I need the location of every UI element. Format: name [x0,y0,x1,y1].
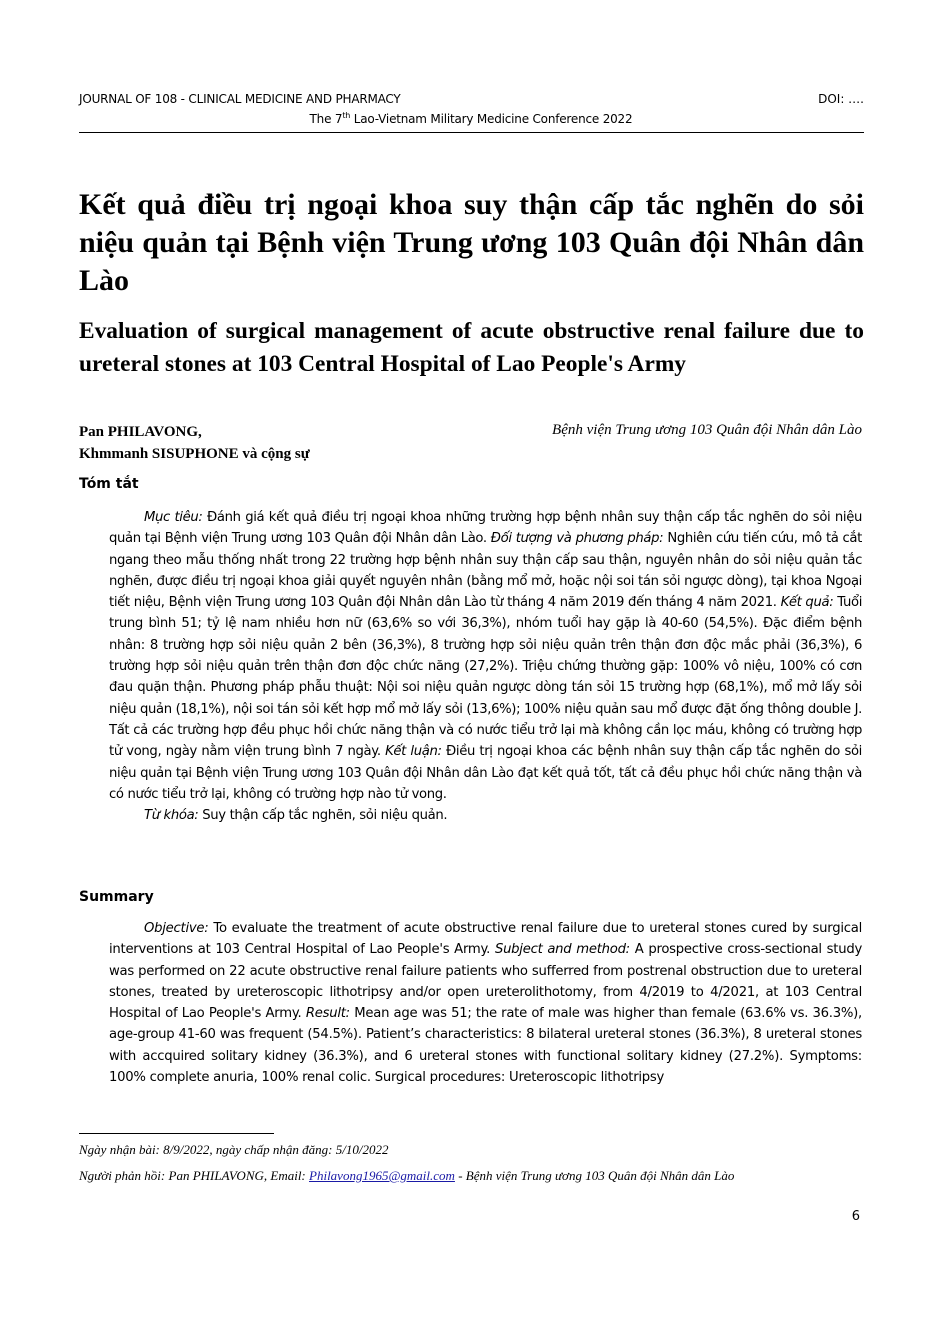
header-rule [79,132,864,133]
label-result: Result: [305,1006,350,1022]
label-subject-method: Subject and method: [494,942,630,958]
conference-text-pre: The 7 [309,112,343,126]
label-muc-tieu: Mục tiêu: [144,510,203,525]
page-number: 6 [851,1209,860,1224]
label-ket-luan: Kết luận: [385,744,442,760]
heading-summary: Summary [79,889,154,905]
footnote-rule [79,1133,274,1134]
conference-text-post: Lao-Vietnam Military Medicine Conference 2022 [350,112,633,126]
label-objective: Objective: [144,921,209,936]
authors-block [79,421,310,465]
heading-tom-tat: Tóm tắt [79,476,139,492]
label-tu-khoa: Từ khóa: [144,808,199,824]
author-line-2: Khmmanh SISUPHONE và cộng sự [79,446,310,462]
title-vietnamese: Kết quả điều trị ngoại khoa suy thận cấp tắc nghẽn do sỏi niệu quản tại Bệnh viện Trung ương 103 Quân đội Nhân dân Lào [79,188,864,297]
affiliation: Bệnh viện Trung ương 103 Quân đội Nhân dân Lào [552,422,862,438]
text-objective: To evaluate the treatment of acute obstructive renal failure due to ureteral stones cured by surgical interventions at 103 Central Hospital of Lao People's Army. [109,921,862,958]
text-ket-luan: Điều trị ngoại khoa các bệnh nhân suy thận cấp tắc nghẽn do sỏi niệu quản tại Bệnh viện Trung ương 103 Quân đội Nhân dân Lào đạt kết quả tốt, tất cả đều phục hồi chức năng thận và có nước tiểu trở lại, không có trường hợp nào tử vong. [109,744,862,802]
keywords-vi [109,805,862,826]
text-tu-khoa: Suy thận cấp tắc nghẽn, sỏi niệu quản. [198,808,448,824]
text-muc-tieu: Đánh giá kết quả điều trị ngoại khoa những trường hợp bệnh nhân suy thận cấp tắc nghẽn do sỏi niệu quản tại Bệnh viện Trung ương 103 Quân đội Nhân dân Lào. [109,510,862,547]
text-doi-tuong: Nghiên cứu tiến cứu, mô tả cắt ngang theo mẫu thống nhất trong 22 trường hợp bệnh nhân suy thận cấp sau thận, nguyên nhân do sỏi niệu quản tắc nghẽn, được điều trị ngoại khoa giải quyết nguyên nhân (bằng mổ mở, hoặc nội soi tán sỏi ngược dòng), tại khoa Ngoại tiết niệu, Bệnh viện Trung ương 103 Quân đội Nhân dân Lào từ tháng 4 năm 2019 đến tháng 4 năm 2021. [109,531,862,611]
footnote-corr-post: - Bệnh viện Trung ương 103 Quân đội Nhân dân Lào [454,1168,735,1183]
footnote-received: Ngày nhận bài: 8/9/2022, ngày chấp nhận đăng: 5/10/2022 [79,1142,389,1157]
text-result: Mean age was 51; the rate of male was higher than female (63.6% vs. 36.3%), age-group 41-60 was frequent (54.5%). Patient’s characteristics: 8 bilateral ureteral stones (36.3%), 8 ureteral stones with accquired solitary kidney (36.3%), and 6 ureteral stones with functional solitary kidney (27.2%). Symptoms: 100% complete anuria, 100% renal colic. Surgical procedures: Ureteroscopic lithotripsy [109,1006,862,1086]
email-link[interactable]: Philavong1965@gmail.com [309,1168,455,1183]
abstract-vietnamese [109,507,862,826]
footnote-corr-pre: Người phản hồi: Pan PHILAVONG, Email: [79,1168,310,1183]
abstract-english [109,918,862,1112]
text-ket-qua: Tuổi trung bình 51; tỷ lệ nam nhiều hơn nữ (63,6% so với 36,3%), nhóm tuổi hay gặp là 40-60 (54,5%). Đặc điểm bệnh nhân: 8 trường hợp sỏi niệu quản 2 bên (36,3%), 8 trường hợp sỏi niệu quản trên thận đơn độc mắc phải (36,3%), 6 trường hợp sỏi niệu quản trên thận đơn độc chức năng (27,2%). Triệu chứng thường gặp: 100% vô niệu, 100% có cơn đau quặn thận. Phương pháp phẫu thuật: Nội soi niệu quản ngược dòng tán sỏi 15 trường hợp (68,1%), mổ mở lấy sỏi niệu quản (18,1%), nội soi tán sỏi kết hợp mổ mở lấy sỏi (13,6%); 100% niệu quản sau mổ được đặt ống thông double J. Tất cả các trường hợp đều phục hồi chức năng thận và có nước tiểu trở lại mà không cần lọc máu, không có trường hợp tử vong, ngày nằm viện trung bình 7 ngày. [109,595,863,760]
abstract-en-paragraph [109,918,862,1088]
conference-ordinal: th [342,111,351,120]
title-english: Evaluation of surgical management of acute obstructive renal failure due to ureteral stones at 103 Central Hospital of Lao People's Army [79,318,864,377]
journal-name: JOURNAL OF 108 - CLINICAL MEDICINE AND PHARMACY [79,92,401,106]
author-line-1: Pan PHILAVONG, [79,424,202,440]
conference-line [0,111,942,126]
label-ket-qua: Kết quả: [780,595,834,611]
abstract-vi-paragraph [109,507,862,805]
doi-label: DOI: …. [818,92,864,106]
text-subject-method: A prospective cross-sectional study was performed on 22 acute obstructive renal failure patients who sufferred from postrenal obstruction due to ureteral stones, treated by ureteroscopic lithotripsy and/or open ureterolithotomy, from 4/2019 to 4/2021, at 103 Central Hospital of Lao People's Army. [109,942,862,1022]
footnote-correspondence [79,1168,734,1184]
label-doi-tuong: Đối tượng và phương pháp: [490,531,664,547]
